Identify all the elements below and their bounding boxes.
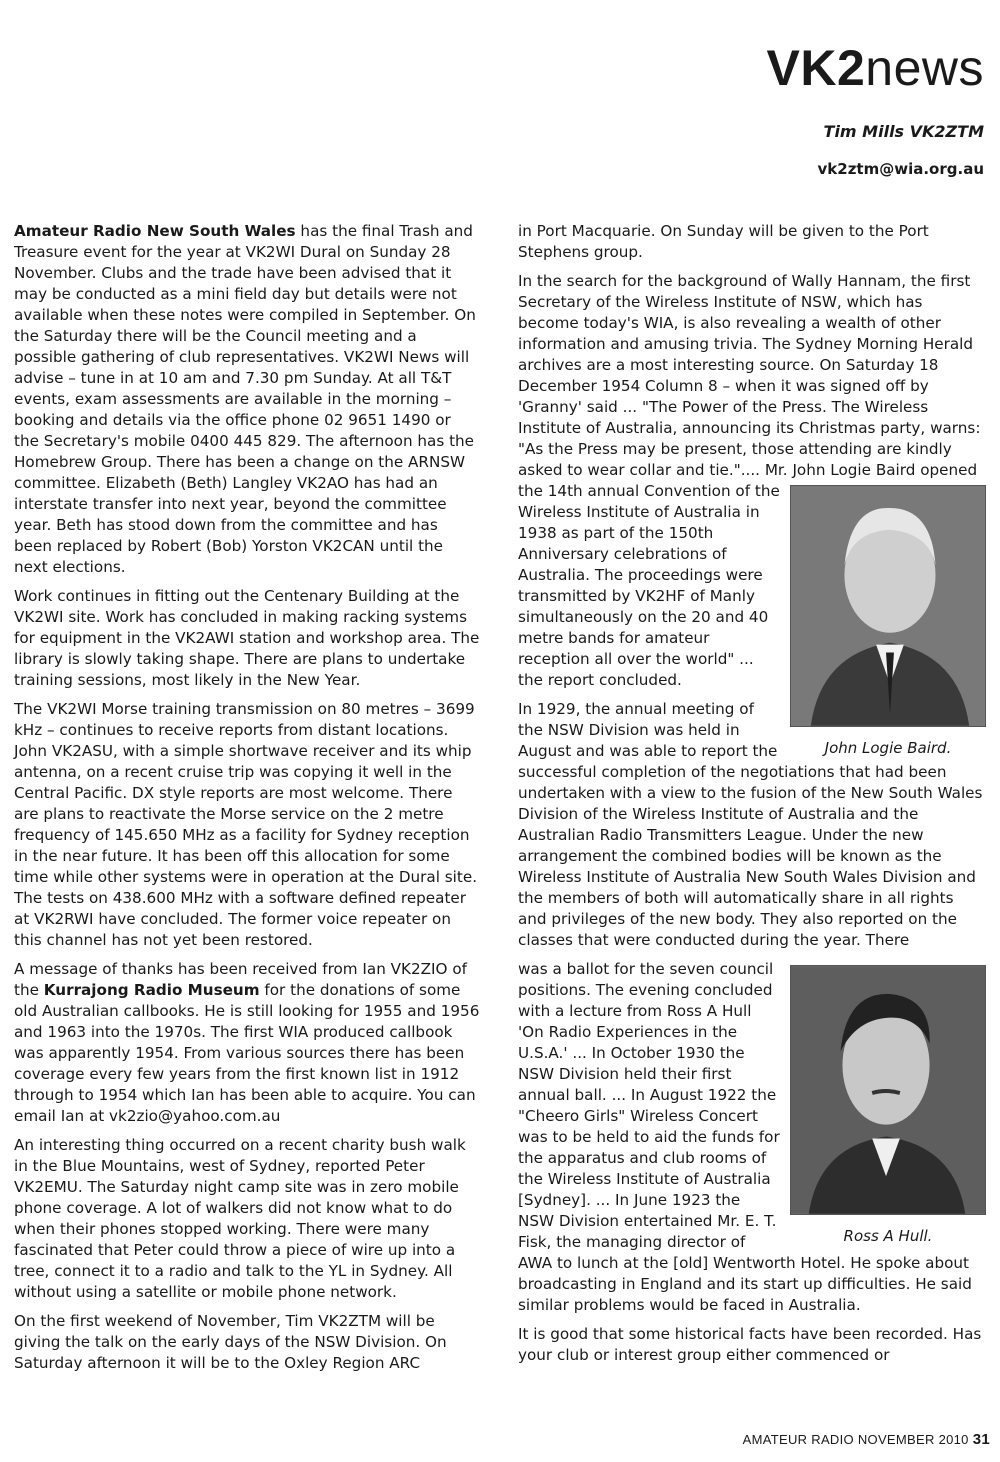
paragraph-arnsw xyxy=(14,221,480,578)
page-number: 31 xyxy=(972,1431,990,1448)
author-email: vk2ztm@wia.org.au xyxy=(817,160,984,178)
caption-ross-hull: Ross A Hull. xyxy=(843,1227,933,1245)
kurrajong-museum: Kurrajong Radio Museum xyxy=(43,981,260,999)
paragraph-bush-walk: An interesting thing occurred on a recent charity bush walk in the Blue Mountains, west of Sydney, reported Peter VK2EMU. The Saturday night camp site was in zero mobile phone coverage. A lot of walkers did not know what to do when their phones stopped working. There were many fascinated that Peter could throw a piece of wire up into a tree, connect it to a radio and talk to the YL in Sydney. All without using a satellite or mobile phone network. xyxy=(14,1136,466,1301)
paragraph-arnsw-text: has the final Trash and Treasure event for the year at VK2WI Dural on Sunday 28 November. Clubs and the trade have been advised that it may be conducted as a mini field day but details were not available when these notes were compiled in September. On the Saturday there will be the Council meeting and a possible gathering of club representatives. VK2WI News will advise – tune in at 10 am and 7.30 pm Sunday. At all T&T events, exam assessments are available in the morning – booking and details via the office phone 02 9651 1490 or the Secretary's mobile 0400 445 829. The afternoon has the Homebrew Group. There has been a change on the ARNSW committee. Elizabeth (Beth) Langley VK2AO has had an interstate transfer into next year, beyond the committee year. Beth has stood down from the committee and has been replaced by Robert (Bob) Yorston VK2CAN until the next elections. xyxy=(14,222,476,576)
callbooks-text-b: for the donations of some old Australian callbooks. He is still looking for 1955 and 1956 and 1963 into the 1970s. The first WIA produced callbook was apparently 1954. From various sources there has been coverage every few years from the first known list in 1912 through to 1954 which Ian has been able to acquire. You can email Ian at vk2zio@yahoo.com.au xyxy=(14,981,480,1125)
photo-john-logie-baird xyxy=(790,485,986,757)
paragraph-port-macquarie: in Port Macquarie. On Sunday will be given to the Port Stephens group. xyxy=(518,222,929,261)
paragraph-centenary-building: Work continues in fitting out the Centenary Building at the VK2WI site. Work has concluded in making racking systems for equipment in the VK2AWI station and workshop area. The library is slowly taking shape. There are plans to undertake training sessions, most likely in the New Year. xyxy=(14,587,480,689)
caption-john-logie-baird: John Logie Baird. xyxy=(824,739,952,757)
lead-arnsw: Amateur Radio New South Wales xyxy=(14,222,296,240)
right-column xyxy=(518,221,986,1374)
author-byline: Tim Mills VK2ZTM xyxy=(823,122,984,141)
baird-convention-text: Logie Baird opened the 14th annual Convention of the Wireless Institute of Australia in 1938 as part of the 150th Anniversary celebrations of Australia. The proceedings were transmitted by VK2HF of Manly simultaneously on the 20 and 40 metre bands for amateur reception all over the world" ... the report concluded. xyxy=(518,461,978,689)
paragraph-talk: On the first weekend of November, Tim VK2ZTM will be giving the talk on the early days of the NSW Division. On Saturday afternoon it will be to the Oxley Region ARC xyxy=(14,1312,447,1372)
portrait-image xyxy=(790,485,986,727)
paragraph-callbooks xyxy=(14,959,480,1127)
masthead xyxy=(767,38,985,98)
page-footer xyxy=(743,1431,990,1448)
photo-ross-hull xyxy=(790,965,986,1245)
portrait-image xyxy=(790,965,986,1215)
paragraph-historical-facts: It is good that some historical facts have been recorded. Has your club or interest group either commenced or xyxy=(518,1325,982,1364)
ballot-text: was a ballot for the seven council positions. The evening concluded with a lecture from Ross A Hull 'On Radio Experiences in the U.S.A.' ... In October 1930 the NSW Division held their first annual ball. ... In August 1922 the "Cheero Girls" Wireless Concert was to be held to aid the funds for the apparatus and club rooms of the Wireless Institute of Australia [Sydney]. ... In June 1923 the NSW Division entertained Mr. E. T. Fisk, the managing director of AWA to lunch at the [old] Wentworth Hotel. He spoke about broadcasting in England and its start up difficulties. He said similar problems would be faced in Australia. xyxy=(518,960,972,1314)
paragraph-1929-meeting: In 1929, the annual meeting of the NSW Division was held in August and was able to report the successful completion of the negotiations that had been undertaken with a view to the fusion of the New South Wales Division of the Wireless Institute of Australia and the Australian Radio Transmitters League. Under the new arrangement the combined bodies will be known as the Wireless Institute of Australia New South Wales Division and the members of both will automatically share in all rights and privileges of the new body. They also reported on the classes that were conducted during the year. There xyxy=(518,700,983,949)
paragraph-wally-hannam xyxy=(518,271,986,757)
paragraph-ballot xyxy=(518,959,986,1316)
callbooks-text-a: A message of thanks has been received from Ian VK2ZIO of the xyxy=(14,960,467,999)
publication-name: AMATEUR RADIO NOVEMBER 2010 xyxy=(742,1432,969,1447)
masthead-news: news xyxy=(865,40,984,96)
left-column xyxy=(14,221,480,1382)
wally-hannam-text: In the search for the background of Wally Hannam, the first Secretary of the Wireless Institute of NSW, which has become today's WIA, is also revealing a wealth of other information and amusing trivia. The Sydney Morning Herald archives are a most interesting source. On Saturday 18 December 1954 Column 8 – when it was signed off by 'Granny' said ... "The Power of the Press. The Wireless Institute of Australia, announcing its Christmas party, warns: "As the Press may be present, those attending are kindly asked to wear collar and tie.".... Mr. John xyxy=(518,272,981,479)
masthead-vk2: VK2 xyxy=(766,40,866,96)
paragraph-morse-training: The VK2WI Morse training transmission on 80 metres – 3699 kHz – continues to receive reports from distant locations. John VK2ASU, with a simple shortwave receiver and its whip antenna, on a recent cruise trip was copying it well in the Central Pacific. DX style reports are most welcome. There are plans to reactivate the Morse service on the 2 metre frequency of 145.650 MHz as a facility for Sydney reception in the near future. It has been off this allocation for some time while other systems were in operation at the Dural site. The tests on 438.600 MHz with a software defined repeater at VK2RWI have concluded. The former voice repeater on this channel has not yet been restored. xyxy=(14,700,478,949)
